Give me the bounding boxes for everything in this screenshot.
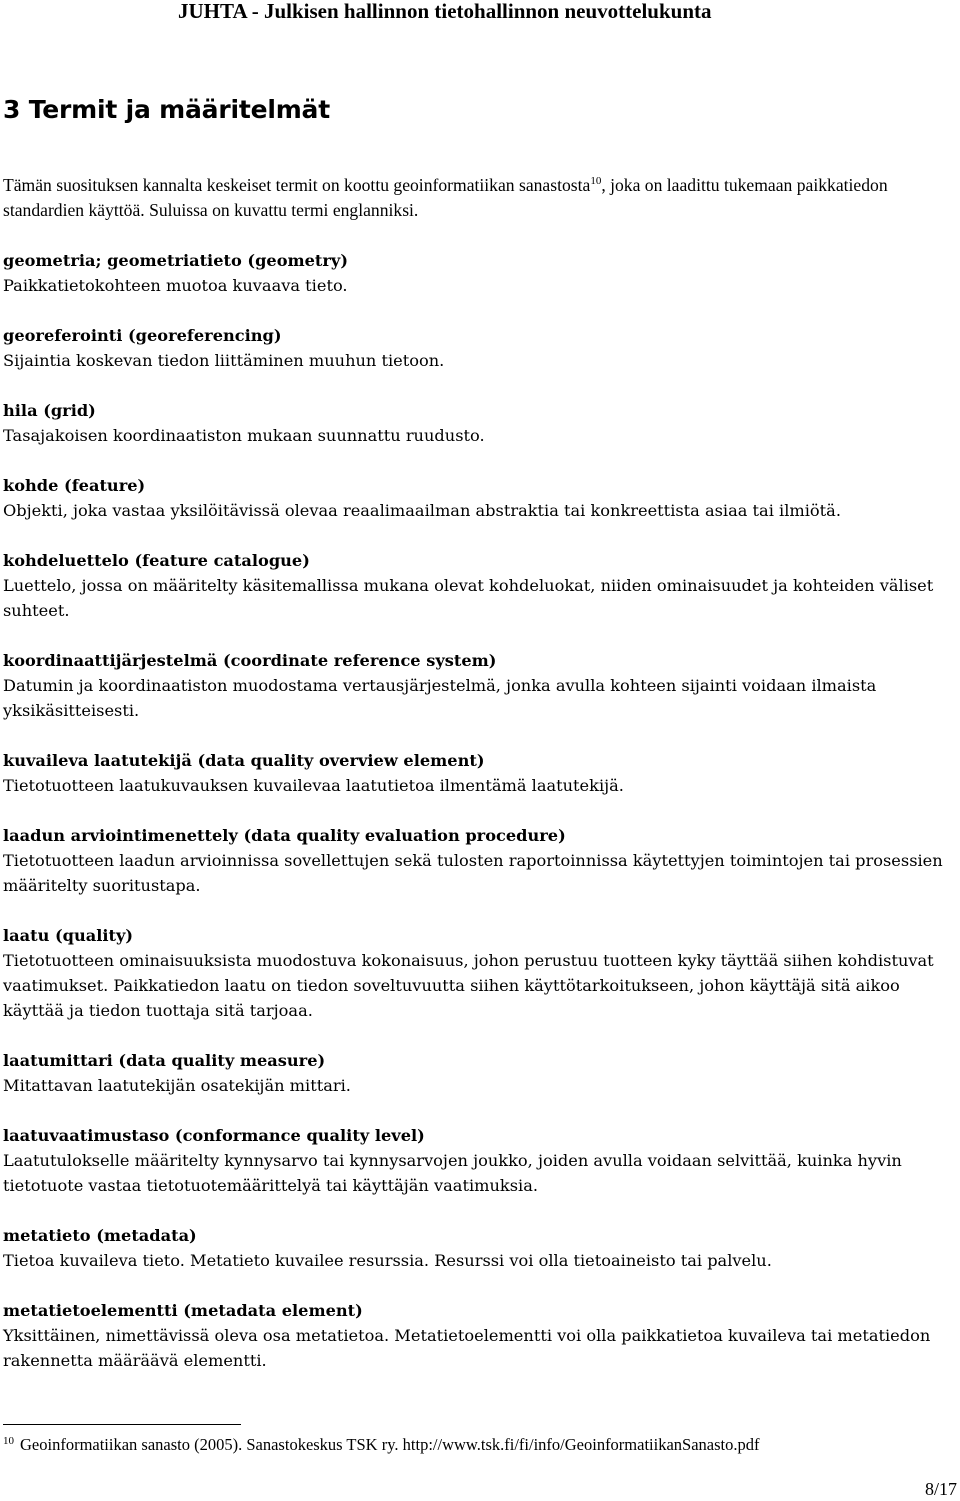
footnote-number: 10 [3, 1435, 14, 1447]
term-definition: Sijaintia koskevan tiedon liittäminen muuhun tietoon. [3, 351, 445, 370]
term-name: metatieto (metadata) [3, 1226, 197, 1245]
term-entry [3, 473, 953, 523]
term-name: kohde (feature) [3, 476, 146, 495]
intro-text-after: , joka on laadittu tukemaan paikkatiedon standardien käyttöä. Suluissa on kuvattu termi englanniksi. [3, 175, 888, 220]
term-definition: Luettelo, jossa on määritelty käsitemallissa mukana olevat kohdeluokat, niiden ominaisuudet ja kohteiden väliset suhteet. [3, 576, 934, 620]
footnote-text: Geoinformatiikan sanasto (2005). Sanastokeskus TSK ry. http://www.tsk.fi/fi/info/GeoinformatiikanSanasto.pdf [20, 1435, 760, 1454]
term-entry [3, 823, 953, 898]
term-name: laatumittari (data quality measure) [3, 1051, 326, 1070]
intro-text-before: Tämän suosituksen kannalta keskeiset termit on koottu geoinformatiikan sanastosta [3, 175, 591, 195]
term-name: metatietoelementti (metadata element) [3, 1301, 363, 1320]
term-definition: Tietotuotteen laadun arvioinnissa sovellettujen sekä tulosten raportoinnissa käytettyjen toimintojen tai prosessien määritelty suoritustapa. [3, 851, 943, 895]
term-definition: Tietoa kuvaileva tieto. Metatieto kuvailee resurssia. Resurssi voi olla tietoaineisto tai palvelu. [3, 1251, 772, 1270]
term-entry [3, 1123, 953, 1198]
term-entry [3, 748, 953, 798]
term-list [3, 248, 953, 1398]
term-name: kohdeluettelo (feature catalogue) [3, 551, 310, 570]
term-definition: Objekti, joka vastaa yksilöitävissä olevaa reaalimaailman abstraktia tai konkreettista asiaa tai ilmiötä. [3, 501, 841, 520]
term-entry [3, 1048, 953, 1098]
term-name: koordinaattijärjestelmä (coordinate reference system) [3, 651, 497, 670]
term-definition: Paikkatietokohteen muotoa kuvaava tieto. [3, 276, 348, 295]
term-name: laatuvaatimustaso (conformance quality level) [3, 1126, 425, 1145]
running-header: JUHTA - Julkisen hallinnon tietohallinnon neuvottelukunta [178, 0, 712, 23]
term-definition: Mitattavan laatutekijän osatekijän mittari. [3, 1076, 351, 1095]
page-number: 8/17 [924, 1479, 957, 1499]
footnote [3, 1433, 953, 1457]
term-entry [3, 1298, 953, 1373]
footnote-divider [3, 1424, 241, 1425]
term-entry [3, 248, 953, 298]
term-name: geometria; geometriatieto (geometry) [3, 251, 348, 270]
term-entry [3, 548, 953, 623]
footnote-reference: 10 [590, 175, 602, 187]
term-definition: Tietotuotteen ominaisuuksista muodostuva kokonaisuus, johon perustuu tuotteen kyky täyttää siihen kohdistuvat vaatimukset. Paikkatiedon laatu on tiedon soveltuvuutta siihen käyttötarkoitukseen, johon käyttäjä sitä aikoo käyttää ja tiedon tuottaja sitä tarjoaa. [3, 951, 934, 1020]
term-entry [3, 398, 953, 448]
term-definition: Datumin ja koordinaatiston muodostama vertausjärjestelmä, jonka avulla kohteen sijainti voidaan ilmaista yksikäsitteisesti. [3, 676, 877, 720]
term-definition: Tietotuotteen laatukuvauksen kuvailevaa laatutietoa ilmentämä laatutekijä. [3, 776, 624, 795]
term-name: laadun arviointimenettely (data quality evaluation procedure) [3, 826, 566, 845]
section-title: 3 Termit ja määritelmät [3, 95, 330, 124]
term-name: kuvaileva laatutekijä (data quality overview element) [3, 751, 485, 770]
term-entry [3, 323, 953, 373]
term-name: laatu (quality) [3, 926, 134, 945]
term-name: hila (grid) [3, 401, 96, 420]
term-definition: Tasajakoisen koordinaatiston mukaan suunnattu ruudusto. [3, 426, 485, 445]
term-entry [3, 1223, 953, 1273]
term-definition: Laatutulokselle määritelty kynnysarvo tai kynnysarvojen joukko, joiden avulla voidaan selvittää, kuinka hyvin tietotuote vastaa tietotuotemäärittelyä tai käyttäjän vaatimuksia. [3, 1151, 902, 1195]
term-definition: Yksittäinen, nimettävissä oleva osa metatietoa. Metatietoelementti voi olla paikkatietoa kuvaileva tai metatiedon rakennetta määräävä elementti. [3, 1326, 931, 1370]
term-entry [3, 648, 953, 723]
term-name: georeferointi (georeferencing) [3, 326, 282, 345]
term-entry [3, 923, 953, 1023]
intro-paragraph [3, 173, 953, 223]
